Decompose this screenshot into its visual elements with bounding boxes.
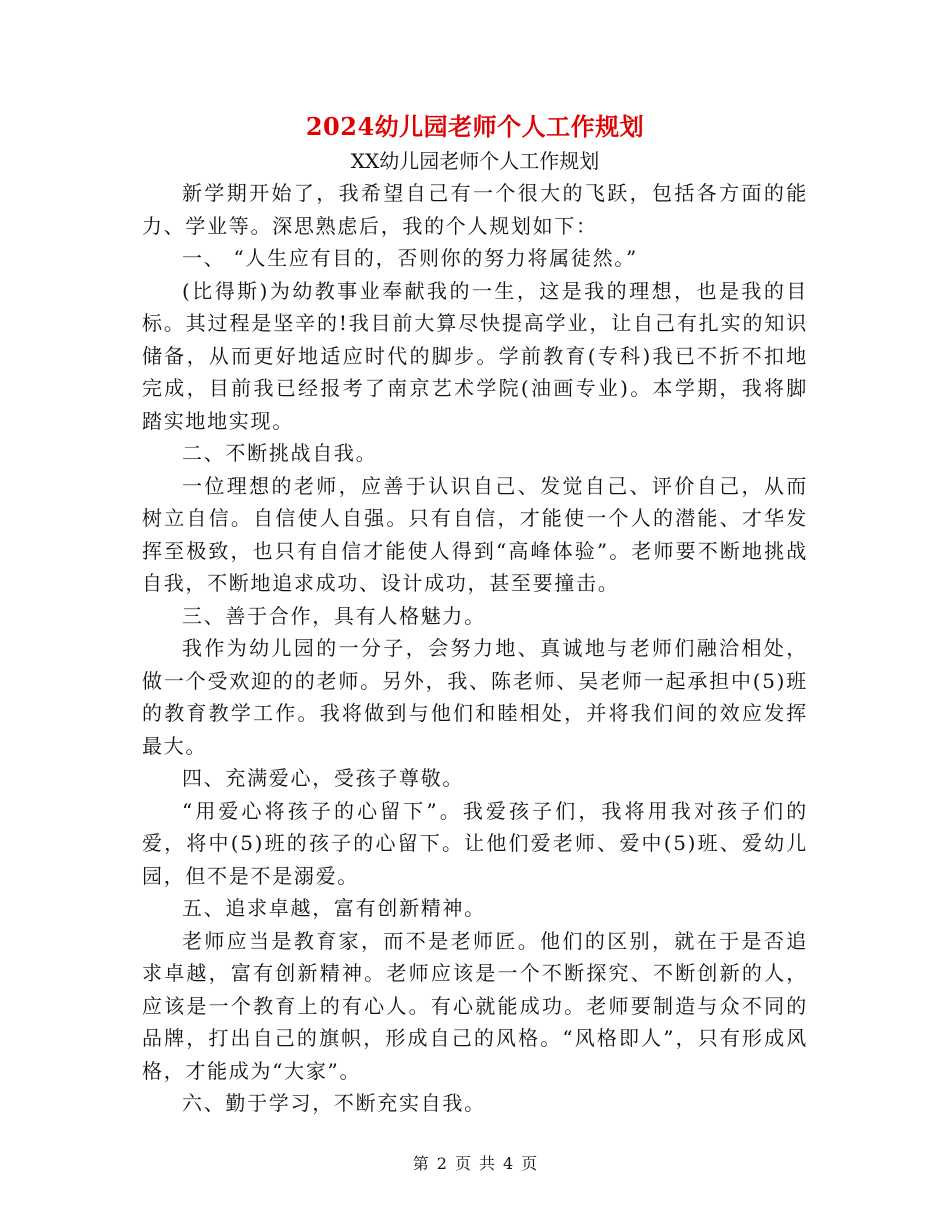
paragraph: (比得斯)为幼教事业奉献我的一生，这是我的理想，也是我的目标。其过程是坚辛的!我目前大算尽快提高学业，让自己有扎实的知识储备，从而更好地适应时代的脚步。学前教育(专科)我已不折不扣地完成，目前我已经报考了南京艺术学院(油画专业)。本学期，我将脚踏实地地实现。 (142, 278, 808, 433)
page-word: 第 (412, 1154, 429, 1173)
document-title: 2024幼儿园老师个人工作规划 (305, 112, 645, 141)
section-heading: 五、追求卓越，富有创新精神。 (182, 896, 486, 920)
section-heading: 六、勤于学习，不断充实自我。 (182, 1091, 486, 1115)
section-heading: 二、不断挑战自我。 (182, 441, 378, 465)
paragraph: 一位理想的老师，应善于认识自己、发觉自己、评价自己，从而树立自信。自信使人自强。只有自信，才能使一个人的潜能、才华发挥至极致，也只有自信才能使人得到“高峰体验”。老师要不断地挑战自我，不断地追求成功、设计成功，甚至要撞击。 (142, 473, 808, 595)
paragraph: “用爱心将孩子的心留下”。我爱孩子们，我将用我对孩子们的爱，将中(5)班的孩子的心留下。让他们爱老师、爱中(5)班、爱幼儿园，但不是不是溺爱。 (142, 798, 808, 888)
page-footer (0, 1152, 950, 1176)
paragraph: 我作为幼儿园的一分子，会努力地、真诚地与老师们融洽相处，做一个受欢迎的的老师。另外，我、陈老师、吴老师一起承担中(5)班的教育教学工作。我将做到与他们和睦相处，并将我们间的效应发挥最大。 (142, 636, 808, 758)
document-body (142, 177, 808, 1120)
document-subtitle: XX幼儿园老师个人工作规划 (350, 149, 600, 173)
total-word: 共 (479, 1154, 496, 1173)
section-heading: 四、充满爱心，受孩子尊敬。 (182, 766, 465, 790)
paragraph: 新学期开始了，我希望自己有一个很大的飞跃，包括各方面的能力、学业等。深思熟虑后，我的个人规划如下： (142, 181, 808, 238)
paragraph: 老师应当是教育家，而不是老师匠。他们的区别，就在于是否追求卓越，富有创新精神。老师应该是一个不断探究、不断创新的人，应该是一个教育上的有心人。有心就能成功。老师要制造与众不同的品牌，打出自己的旗帜，形成自己的风格。“风格即人”，只有形成风格，才能成为“大家”。 (142, 928, 808, 1083)
section-heading: 三、善于合作，具有人格魅力。 (182, 603, 486, 628)
section-heading: 一、 “人生应有目的，否则你的努力将属徒然。” (182, 246, 638, 270)
page-unit: 页 (454, 1154, 471, 1173)
page-current: 2 (436, 1154, 447, 1173)
page-total: 4 (503, 1154, 514, 1173)
total-unit: 页 (521, 1154, 538, 1173)
